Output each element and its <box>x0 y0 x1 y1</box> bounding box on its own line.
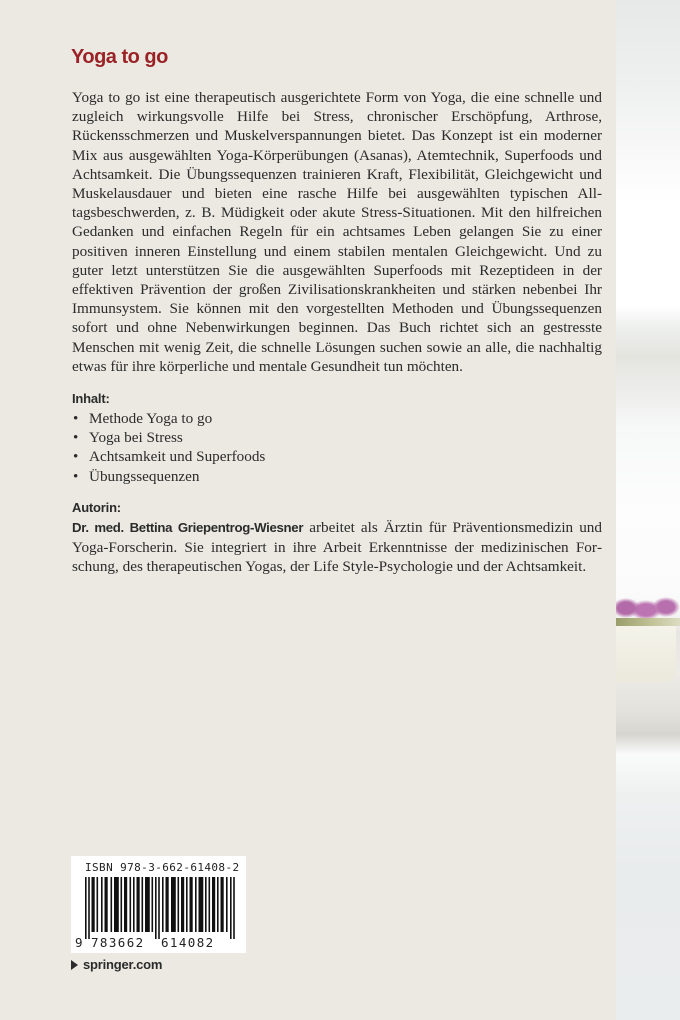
contents-item <box>72 409 265 428</box>
bullet-icon: • <box>73 467 79 485</box>
isbn-label: ISBN 978-3-662-61408-2 <box>85 861 240 874</box>
bullet-icon: • <box>73 410 79 427</box>
contents-heading: Inhalt: <box>72 391 110 406</box>
contents-item <box>72 428 265 447</box>
author-name: Dr. med. Bettina Griepentrog-Wiesner <box>72 520 304 535</box>
website-label[interactable]: springer.com <box>83 957 163 972</box>
contents-item-label: Methode Yoga to go <box>89 410 213 427</box>
contents-item-label: Achtsamkeit und Superfoods <box>89 448 266 466</box>
contents-item <box>72 447 265 466</box>
flower-decoration <box>616 590 680 620</box>
barcode-lead-digit: 9 <box>75 935 83 950</box>
author-heading: Autorin: <box>72 500 121 515</box>
barcode-bars-icon <box>85 877 235 939</box>
contents-list <box>72 409 265 486</box>
isbn-barcode <box>71 856 246 953</box>
book-title: Yoga to go <box>71 46 168 68</box>
contents-item-label: Yoga bei Stress <box>89 429 183 447</box>
bullet-icon: • <box>73 429 79 447</box>
publisher-website[interactable] <box>71 957 162 972</box>
bullet-icon: • <box>73 448 79 466</box>
barcode-right-digits: 614082 <box>161 935 215 950</box>
flower-pot <box>616 626 676 682</box>
play-triangle-icon <box>71 960 78 970</box>
barcode-digits <box>71 935 246 951</box>
flower-leaves <box>616 618 680 626</box>
book-description: Yoga to go ist eine therapeutisch ausgerichtete Form von Yoga, die eine schnelle und zugleich wirkungsvolle Hilfe bei Stress, chronischer Erschöpfung, Arthrose, Rückensschmerzen und Muskelverspannungen bietet. Das Konzept ist ein moderner Mix aus ausgewählten Yoga-Körperübungen (Asanas), Atemtechnik, Superfoods und Achtsamkeit. Die Übungssequenzen trainieren Kraft, Flexibilität, Gleichgewicht und Muskelausdauer und bieten eine rasche Hilfe bei ausgewählten typischen Alltagsbeschwerden, z. B. Müdigkeit oder akute Stress-Situationen. Mit den hilfreichen Gedanken und einfachen Regeln für ein achtsames Leben gelangen Sie zu einer positiven inneren Einstellung und einem stabilen mentalen Gleichgewicht. Und zu guter letzt unterstützen Sie die ausgewählten Superfoods mit Rezeptideen in der effektiven Prävention der großen Zivilisationskrankheiten und stärken nebenbei Ihr Immunsystem. Sie können mit den vorgestellten Methoden und Übungssequenzen sofort und ohne Nebenwirkungen beginnen. Das Buch richtet sich an gestresste Menschen mit wenig Zeit, die schnelle Lösungen suchen sowie an alle, die nachhaltig etwas für ihre körperliche und mentale Gesundheit tun möchten. <box>72 89 602 375</box>
contents-item <box>72 467 265 486</box>
cover-photo-strip <box>616 0 680 1020</box>
author-bio <box>72 518 602 577</box>
contents-item-label: Übungssequenzen <box>89 467 200 485</box>
barcode-left-digits: 783662 <box>91 935 145 950</box>
author-bio-text: arbeitet als Ärztin für Präventionsmedizin und Yoga-Forscherin. Sie integriert in ihre Arbeit Erkenntnisse der medizinischen Forschung, des therapeutischen Yogas, der Life Style-Psychologie und der Achtsamkeit. <box>72 519 602 576</box>
